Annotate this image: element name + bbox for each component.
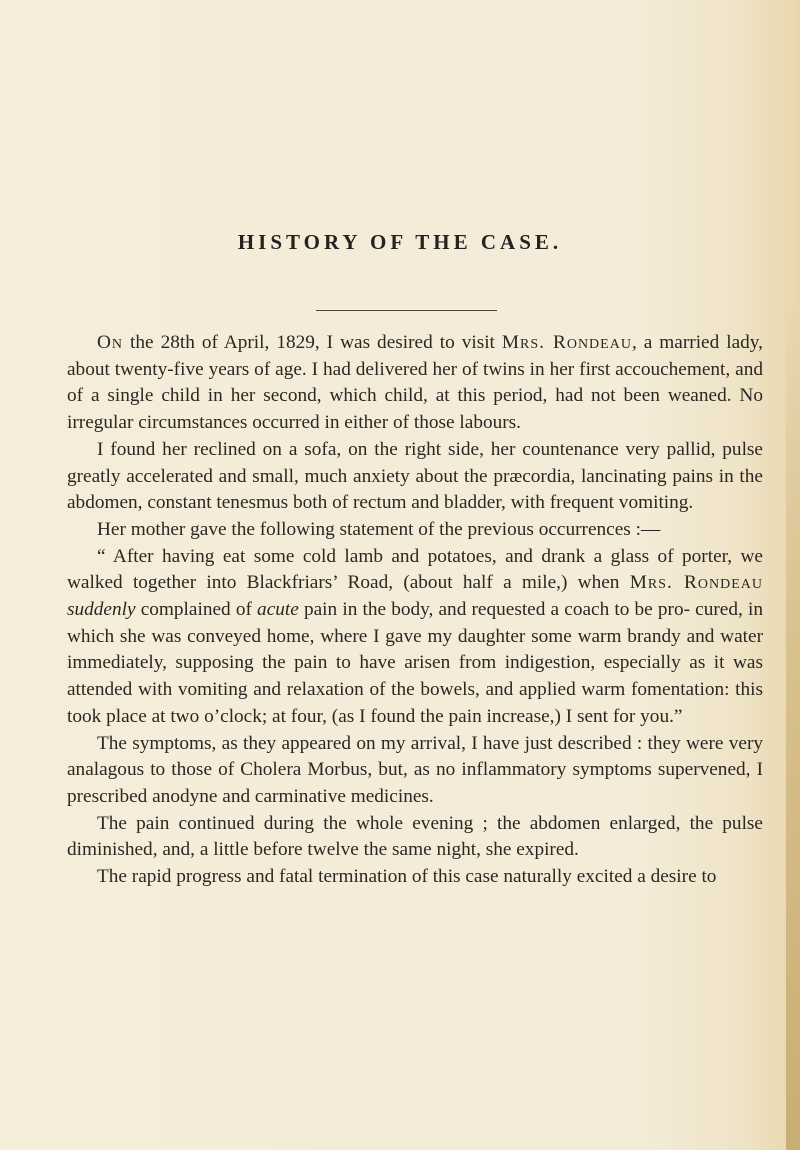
person-name: Mrs. Rondeau [501, 332, 632, 353]
paragraph-text: complained of [135, 599, 258, 621]
paragraph-4 [67, 544, 763, 731]
person-name: Mrs. Rondeau [629, 572, 764, 594]
paragraph-text: “ After having eat some cold lamb and potatoes, and drank a glass of porter, we walked together into Blackfriars’ Road, (about half a mile,) when [67, 545, 763, 594]
paragraph-lead-word: On [97, 332, 124, 353]
emphasis-text: suddenly [67, 599, 136, 621]
paragraph-text: , a married lady, about twenty-five years of age. I had delivered her of twins in her first accouchement, and of a single child in her second, which child, at this period, had not been weaned. No irregular circumstances occurred in either of those labours. [67, 332, 763, 434]
paragraph-text: the 28th of April, 1829, I was desired to visit [123, 332, 502, 353]
page-edge-stain [786, 300, 800, 1150]
paragraph-5: The symptoms, as they appeared on my arrival, I have just described : they were very analagous to those of Cholera Morbus, but, as no inflammatory symptoms supervened, I prescribed anodyne and carminative medicines. [67, 732, 763, 807]
paragraph-text: pain in the body, and requested a coach to be pro- cured, in which she was conveyed home, where I gave my daughter some warm brandy and water immediately, supposing the pain to have arisen from indigestion, especially as it was attended with vomiting and relaxation of the bowels, and applied warm fomentation: this took place at two o’clock; at four, (as I found the pain increase,) I sent for you.” [67, 599, 763, 727]
paragraph-3: Her mother gave the following statement of the previous occurrences :— [97, 518, 661, 540]
paragraph-7: The rapid progress and fatal termination of this case naturally excited a desire to [97, 866, 717, 888]
paragraph-6: The pain continued during the whole evening ; the abdomen enlarged, the pulse diminished, and, a little before twelve the same night, she expired. [67, 812, 763, 861]
body-text [67, 330, 763, 891]
paragraph-1 [67, 330, 763, 437]
title-rule [316, 310, 497, 311]
page-title: HISTORY OF THE CASE. [237, 230, 563, 254]
paragraph-2: I found her reclined on a sofa, on the right side, her countenance very pallid, pulse greatly accelerated and small, much anxiety about the præcordia, lancinating pains in the abdomen, constant tenesmus both of rectum and bladder, with frequent vomiting. [67, 438, 763, 514]
emphasis-text: acute [257, 599, 299, 621]
